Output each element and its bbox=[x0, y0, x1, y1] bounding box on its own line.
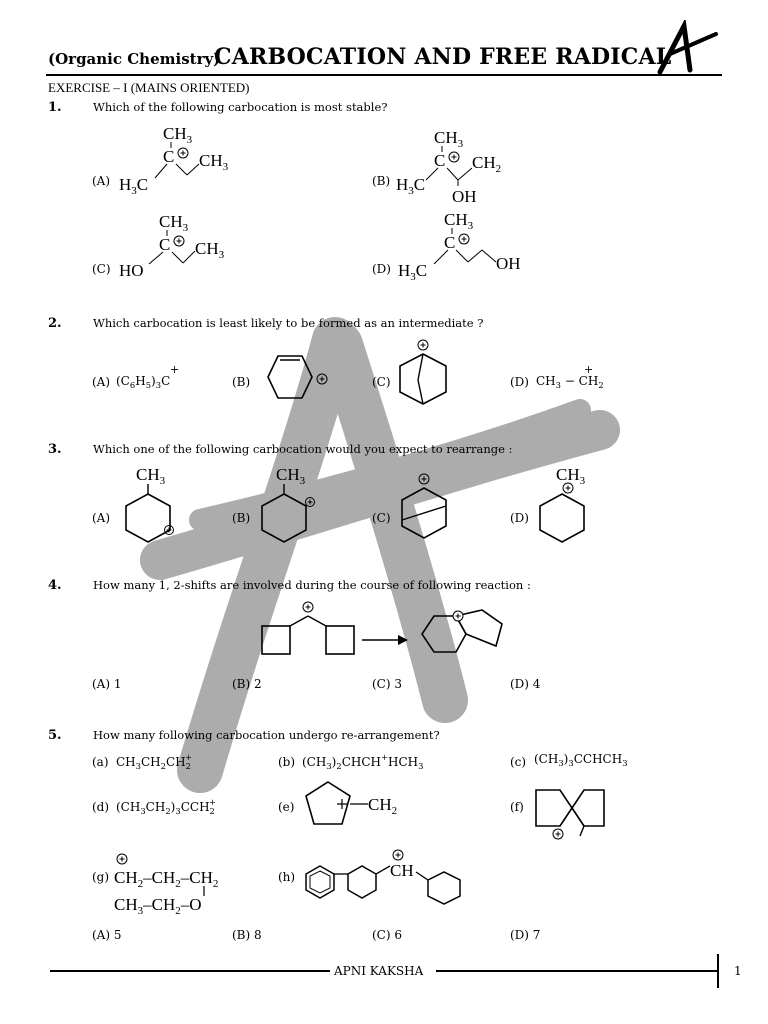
q5-option-d: (D) 7 bbox=[510, 928, 541, 942]
q3-option-c-label: (C) bbox=[372, 511, 391, 525]
q5-item-e-label: (e) bbox=[278, 800, 295, 814]
svg-text:CH3: $CH_3$ bbox=[136, 465, 166, 487]
q5-item-g-structure bbox=[112, 850, 242, 916]
q2-option-a-label: (A) bbox=[92, 375, 111, 389]
q3-option-a-label: (A) bbox=[92, 511, 111, 525]
svg-text:OH: OH bbox=[452, 187, 477, 206]
header-rule bbox=[46, 74, 722, 76]
q4-reaction-scheme bbox=[256, 596, 516, 666]
q3-option-b-structure bbox=[254, 462, 326, 544]
q5-item-g-label: (g) bbox=[92, 870, 110, 884]
q5-item-a-formula: $CH_3CH_2CH_2^+$ bbox=[116, 752, 193, 771]
svg-text:H3C: $H_3C$ bbox=[396, 175, 426, 197]
q2-option-c-label: (C) bbox=[372, 375, 391, 389]
svg-text:CH2: $CH_2$ bbox=[368, 795, 398, 817]
svg-text:CH3: $CH_3$ bbox=[556, 465, 586, 487]
q3-option-d-label: (D) bbox=[510, 511, 529, 525]
q2-option-d-formula: + $CH_3 - CH_2$ bbox=[536, 363, 604, 390]
q4-text: How many 1, 2-shifts are involved during the course of following reaction : bbox=[93, 578, 531, 592]
q5-item-h-structure bbox=[300, 846, 470, 910]
svg-text:H3C: $H_3C$ bbox=[119, 175, 149, 195]
q3-option-d-structure bbox=[532, 462, 602, 544]
q3-option-c-structure bbox=[394, 468, 456, 544]
footer-brand: APNI KAKSHA bbox=[334, 964, 424, 978]
svg-text:CH3: $CH_3$ bbox=[444, 210, 474, 232]
q2-option-a-formula: + $(C_6H_5)_3C$ bbox=[116, 363, 180, 390]
q5-option-b: (B) 8 bbox=[232, 928, 262, 942]
q1-number: 1. bbox=[48, 100, 62, 115]
q5-item-b-formula: $(CH_3)_2CHCH^+HCH_3$ bbox=[302, 752, 424, 771]
svg-text:CH3: $CH_3$ bbox=[159, 212, 189, 234]
q1-option-d-structure bbox=[396, 206, 546, 286]
q5-item-e-structure bbox=[298, 776, 408, 834]
svg-text:CH3: $CH_3$ bbox=[276, 465, 306, 487]
q4-option-a: (A) 1 bbox=[92, 677, 122, 691]
q2-option-c-norbornyl-cation bbox=[392, 336, 454, 408]
page-number: 1 bbox=[734, 964, 742, 978]
q1-option-c-structure bbox=[115, 208, 245, 283]
svg-text:OH: OH bbox=[496, 254, 521, 273]
apni-kaksha-logo bbox=[650, 20, 724, 76]
svg-text:H3C: $H_3C$ bbox=[398, 261, 428, 283]
q5-item-d-label: (d) bbox=[92, 800, 110, 814]
page-title: CARBOCATION AND FREE RADICAL bbox=[214, 44, 672, 70]
q1-option-b-structure bbox=[394, 124, 524, 209]
q2-text: Which carbocation is least likely to be formed as an intermediate ? bbox=[93, 316, 484, 330]
q5-option-c: (C) 6 bbox=[372, 928, 402, 942]
q5-item-b-label: (b) bbox=[278, 755, 296, 769]
svg-text:CH3–CH2–O: $CH_3-CH_2-O$ bbox=[114, 895, 202, 916]
q1-text: Which of the following carbocation is most stable? bbox=[93, 100, 388, 114]
q5-item-a-label: (a) bbox=[92, 755, 109, 769]
footer-rule-end bbox=[717, 954, 719, 988]
q1-option-a-structure bbox=[115, 120, 245, 195]
q1-option-a-label: (A) bbox=[92, 174, 111, 188]
q3-option-a-structure bbox=[114, 462, 186, 544]
svg-text:HO: HO bbox=[119, 261, 144, 280]
q2-option-b-cyclohexenyl-cation bbox=[252, 348, 334, 406]
q1-option-b-label: (B) bbox=[372, 174, 391, 188]
svg-text:CH2: $CH_2$ bbox=[472, 153, 502, 175]
q2-number: 2. bbox=[48, 316, 62, 331]
svg-text:CH2–CH2–CH2: $CH_2-CH_2-CH_2$ bbox=[114, 868, 219, 890]
q2-option-d-label: (D) bbox=[510, 375, 529, 389]
footer-rule-left bbox=[50, 970, 330, 972]
q5-item-h-label: (h) bbox=[278, 870, 296, 884]
q4-option-c: (C) 3 bbox=[372, 677, 402, 691]
svg-text:CH3: $CH_3$ bbox=[195, 239, 225, 261]
svg-text:C: C bbox=[163, 147, 175, 166]
q5-item-c-label: (c) bbox=[510, 755, 527, 769]
q5-option-a: (A) 5 bbox=[92, 928, 122, 942]
svg-text:C: C bbox=[434, 151, 446, 170]
svg-text:CH3: $CH_3$ bbox=[199, 151, 229, 173]
subject-label: (Organic Chemistry) bbox=[48, 50, 221, 68]
q2-option-b-label: (B) bbox=[232, 375, 251, 389]
exercise-heading: EXERCISE – I (MAINS ORIENTED) bbox=[48, 80, 250, 95]
svg-text:CH3: $CH_3$ bbox=[434, 128, 464, 150]
svg-text:CH3: $CH_3$ bbox=[163, 124, 193, 146]
q4-number: 4. bbox=[48, 578, 62, 593]
q4-option-b: (B) 2 bbox=[232, 677, 262, 691]
q1-option-c-label: (C) bbox=[92, 262, 111, 276]
footer-rule-right bbox=[436, 970, 718, 972]
q5-text: How many following carbocation undergo re-arrangement? bbox=[93, 728, 440, 742]
q5-item-f-structure bbox=[530, 784, 610, 844]
q5-item-d-formula: $(CH_3CH_2)_3CCH_2^+$ bbox=[116, 797, 216, 816]
q1-option-d-label: (D) bbox=[372, 262, 391, 276]
q4-option-d: (D) 4 bbox=[510, 677, 541, 691]
svg-text:C: C bbox=[159, 235, 171, 254]
q3-text: Which one of the following carbocation would you expect to rearrange : bbox=[93, 442, 513, 456]
svg-text:CH: CH bbox=[390, 861, 414, 880]
q3-number: 3. bbox=[48, 442, 62, 457]
svg-text:C: C bbox=[444, 233, 456, 252]
q5-item-f-label: (f) bbox=[510, 800, 524, 814]
q5-item-c-formula: $(CH_3)_3CCHCH_3$ bbox=[534, 752, 628, 768]
q5-number: 5. bbox=[48, 728, 62, 743]
q3-option-b-label: (B) bbox=[232, 511, 251, 525]
